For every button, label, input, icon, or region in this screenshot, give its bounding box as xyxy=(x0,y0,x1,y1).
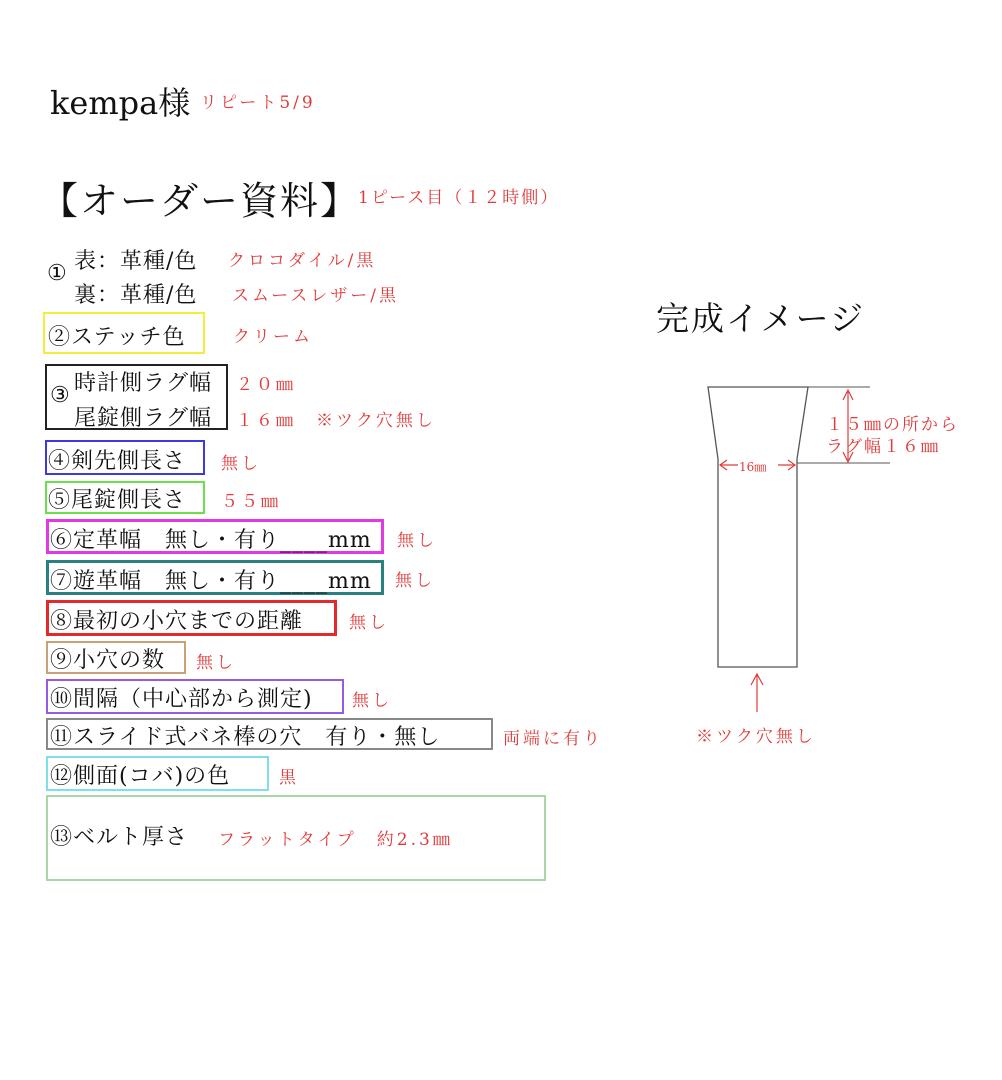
width-label: 16㎜ xyxy=(739,460,767,474)
item-10-label: ⑩間隔（中心部から測定) xyxy=(50,687,313,712)
item-8-value: 無し xyxy=(349,613,389,633)
item-3-line2: 尾錠側ラグ幅 xyxy=(74,406,213,431)
item-9-value: 無し xyxy=(196,653,236,673)
item-12-label: ⑫側面(コバ)の色 xyxy=(50,764,231,789)
item-4-value: 無し xyxy=(221,454,261,474)
item-1-value2: スムースレザー/黒 xyxy=(232,286,400,306)
diagram-title: 完成イメージ xyxy=(656,299,866,338)
item-4-label: ④剣先側長さ xyxy=(48,449,187,474)
customer-name: kempa様 xyxy=(50,84,191,122)
item-7-label: ⑦遊革幅 無し・有り____mm xyxy=(50,569,372,594)
item-11-value: 両端に有り xyxy=(503,729,603,749)
item-2-label: ②ステッチ色 xyxy=(48,325,186,350)
item-3-number: ③ xyxy=(50,383,71,408)
item-10-value: 無し xyxy=(352,691,392,711)
item-8-label: ⑧最初の小穴までの距離 xyxy=(50,609,304,634)
item-9-label: ⑨小穴の数 xyxy=(50,648,166,673)
item-11-label: ⑪スライド式バネ棒の穴 有り・無し xyxy=(50,725,441,750)
item-6-label: ⑥定革幅 無し・有り____mm xyxy=(50,528,372,553)
strap-outline xyxy=(708,387,808,667)
diagram-bottom-note: ※ツク穴無し xyxy=(696,727,816,747)
item-1-line2: 裏：革種/色 xyxy=(74,283,198,308)
item-1-line1: 表：革種/色 xyxy=(74,249,198,274)
item-5-value: ５５㎜ xyxy=(221,492,281,512)
diagram-note-line1: １５㎜の所から xyxy=(826,415,959,435)
item-13-label: ⑬ベルト厚さ xyxy=(50,825,189,850)
item-2-value: クリーム xyxy=(233,327,313,347)
item-12-value: 黒 xyxy=(279,768,299,788)
diagram-note-line2: ラグ幅１６㎜ xyxy=(826,437,940,457)
item-3-line1: 時計側ラグ幅 xyxy=(74,371,213,396)
page-title: 【オーダー資料】 xyxy=(40,179,361,223)
item-7-value: 無し xyxy=(395,571,435,591)
item-1-value1: クロコダイル/黒 xyxy=(228,251,377,271)
item-1-number: ① xyxy=(47,261,68,286)
repeat-note: リピート5/9 xyxy=(200,93,316,113)
item-6-value: 無し xyxy=(397,531,437,551)
item-5-label: ⑤尾錠側長さ xyxy=(48,488,187,513)
item-3-value1: ２０㎜ xyxy=(236,375,296,395)
item-13-value: フラットタイプ 約2.3㎜ xyxy=(218,830,453,850)
piece-note: 1ピース目（１２時側） xyxy=(358,188,560,208)
item-3-value2: １６㎜ ※ツク穴無し xyxy=(236,411,436,431)
